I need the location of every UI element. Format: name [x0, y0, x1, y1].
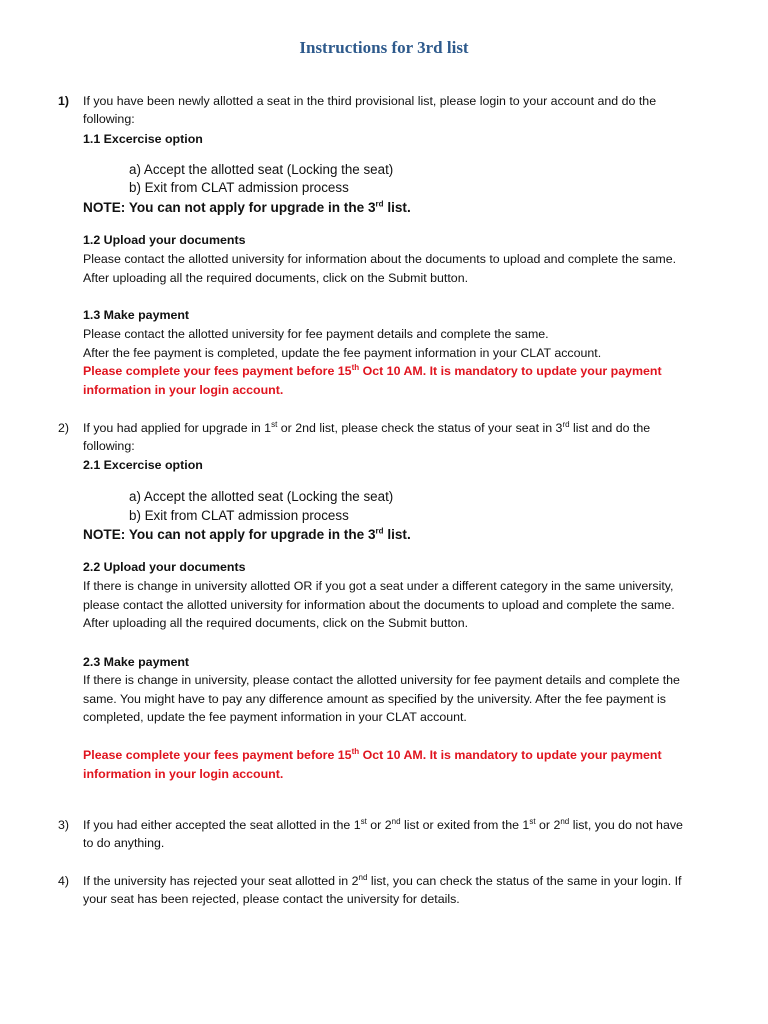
section-1-warning-cont: information in your login account. — [83, 383, 284, 397]
section-1-intro-cont: following: — [83, 112, 135, 126]
section-1-payment-heading: 1.3 Make payment — [83, 308, 190, 322]
section-2-payment-heading: 2.3 Make payment — [83, 655, 190, 669]
section-1-warning: Please complete your fees payment before 15th Oct 10 AM. It is mandatory to update your payment — [83, 362, 662, 378]
section-2-warning-cont: information in your login account. — [83, 767, 284, 781]
section-1-number: 1) — [58, 94, 70, 108]
section-2-option-exit: b) Exit from CLAT admission process — [129, 508, 349, 523]
section-1-upload-line: Please contact the allotted university for information about the documents to upload and complete the same. — [83, 252, 677, 266]
section-2-upload-heading: 2.2 Upload your documents — [83, 560, 246, 574]
section-4-text: If the university has rejected your seat allotted in 2nd list, you can check the status of the same in your login. If — [83, 872, 682, 888]
section-1-upload-line: After uploading all the required documents, click on the Submit button. — [83, 271, 469, 285]
section-3-text-cont: to do anything. — [83, 836, 165, 850]
section-1-intro: If you have been newly allotted a seat in the third provisional list, please login to your account and do the — [83, 94, 657, 108]
section-2-intro-cont: following: — [83, 439, 135, 453]
section-1-exercise-heading: 1.1 Excercise option — [83, 132, 203, 146]
section-2-note: NOTE: You can not apply for upgrade in the 3rd list. — [83, 526, 411, 542]
page-title: Instructions for 3rd list — [299, 38, 469, 57]
section-2-payment-line: same. You might have to pay any difference amount as specified by the university. After the fee payment is — [83, 692, 666, 706]
section-1-payment-line: Please contact the allotted university for fee payment details and complete the same. — [83, 327, 549, 341]
section-2-intro: If you had applied for upgrade in 1st or 2nd list, please check the status of your seat in 3rd list and do the — [83, 419, 651, 435]
section-2-option-accept: a) Accept the allotted seat (Locking the seat) — [129, 489, 394, 504]
section-2-upload-line: please contact the allotted university for information about the documents to upload and complete the same. — [83, 598, 675, 612]
section-3-text: If you had either accepted the seat allotted in the 1st or 2nd list or exited from the 1st or 2nd list, you do not have — [83, 816, 683, 832]
section-1-payment-line: After the fee payment is completed, update the fee payment information in your CLAT account. — [83, 346, 602, 360]
section-2-payment-line: completed, update the fee payment information in your CLAT account. — [83, 710, 467, 724]
section-4-number: 4) — [58, 874, 70, 888]
section-2-number: 2) — [58, 421, 70, 435]
section-2-warning: Please complete your fees payment before 15th Oct 10 AM. It is mandatory to update your payment — [83, 746, 662, 762]
section-4-text-cont: your seat has been rejected, please contact the university for details. — [83, 892, 460, 906]
section-1-option-accept: a) Accept the allotted seat (Locking the seat) — [129, 162, 394, 177]
section-1-note: NOTE: You can not apply for upgrade in the 3rd list. — [83, 199, 411, 215]
section-3-number: 3) — [58, 818, 70, 832]
section-1-upload-heading: 1.2 Upload your documents — [83, 233, 246, 247]
section-2-payment-line: If there is change in university, please contact the allotted university for fee payment details and complete the — [83, 673, 680, 687]
section-1-option-exit: b) Exit from CLAT admission process — [129, 180, 349, 195]
section-2-exercise-heading: 2.1 Excercise option — [83, 458, 203, 472]
section-2-upload-line: After uploading all the required documents, click on the Submit button. — [83, 616, 469, 630]
section-2-upload-line: If there is change in university allotted OR if you got a seat under a different category in the same university, — [83, 579, 674, 593]
